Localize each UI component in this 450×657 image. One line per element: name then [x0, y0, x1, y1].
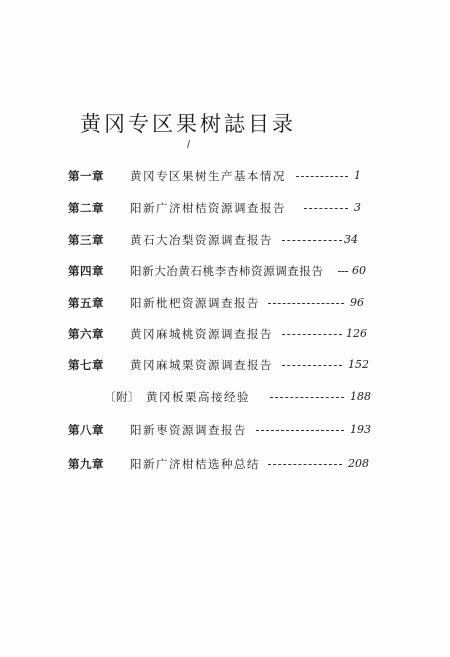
leader-dots — [256, 430, 344, 431]
page-number: 208 — [348, 457, 369, 470]
page-number: 60 — [352, 264, 366, 277]
page-number: 188 — [350, 390, 371, 403]
page-number: 34 — [344, 233, 358, 246]
chapter-label: 第二章 — [68, 201, 104, 215]
toc-entry-2[interactable] — [68, 199, 368, 217]
chapter-title: 黄冈麻城桃资源调查报告 — [130, 327, 273, 341]
chapter-label: 第四章 — [68, 264, 104, 278]
chapter-title: 阳新枣资源调查报告 — [130, 423, 247, 437]
chapter-title: 黄石大冶梨资源调查报告 — [130, 233, 273, 247]
page-number: 96 — [350, 296, 364, 309]
leader-dots — [282, 240, 342, 241]
chapter-label: 第七章 — [68, 358, 104, 372]
document-title: 黄冈专区果树誌目录 — [80, 112, 296, 136]
leader-dots — [282, 365, 342, 366]
chapter-label: 第六章 — [68, 327, 104, 341]
page-number: 126 — [346, 327, 367, 340]
page-number: 3 — [354, 201, 361, 214]
toc-entry-1[interactable] — [68, 167, 368, 185]
chapter-title: 阳新大冶黄石桃李杏柿资源调查报告 — [130, 264, 324, 278]
appendix-title: 黄冈板栗高接经验 — [146, 390, 250, 404]
chapter-label: 第一章 — [68, 169, 104, 183]
leader-dots — [304, 208, 348, 209]
toc-entry-appendix[interactable] — [104, 388, 374, 406]
leader-dots — [268, 303, 344, 304]
leader-dots — [338, 271, 348, 272]
chapter-title: 阳新广济柑桔选种总结 — [130, 457, 260, 471]
leader-dots — [296, 176, 348, 177]
toc-entry-6[interactable] — [68, 325, 368, 343]
page-number: 152 — [348, 358, 369, 371]
chapter-title: 阳新广济柑桔资源调查报告 — [130, 201, 286, 215]
page-number: 193 — [350, 423, 371, 436]
toc-entry-9[interactable] — [68, 455, 368, 473]
appendix-label: 〔附〕 — [104, 390, 140, 404]
chapter-label: 第九章 — [68, 457, 104, 471]
chapter-title: 黄冈专区果树生产基本情况 — [130, 169, 286, 183]
chapter-title: 黄冈麻城栗资源调查报告 — [130, 358, 273, 372]
leader-dots — [270, 397, 344, 398]
page-number: 1 — [354, 169, 361, 182]
chapter-label: 第五章 — [68, 296, 104, 310]
toc-entry-5[interactable] — [68, 294, 368, 312]
toc-entry-7[interactable] — [68, 356, 368, 374]
leader-dots — [268, 464, 342, 465]
leader-dots — [282, 334, 342, 335]
chapter-label: 第三章 — [68, 233, 104, 247]
chapter-title: 阳新枇杷资源调查报告 — [130, 296, 260, 310]
toc-entry-4[interactable] — [68, 262, 368, 280]
toc-entry-3[interactable] — [68, 231, 368, 249]
chapter-label: 第八章 — [68, 423, 104, 437]
toc-entry-8[interactable] — [68, 421, 371, 439]
